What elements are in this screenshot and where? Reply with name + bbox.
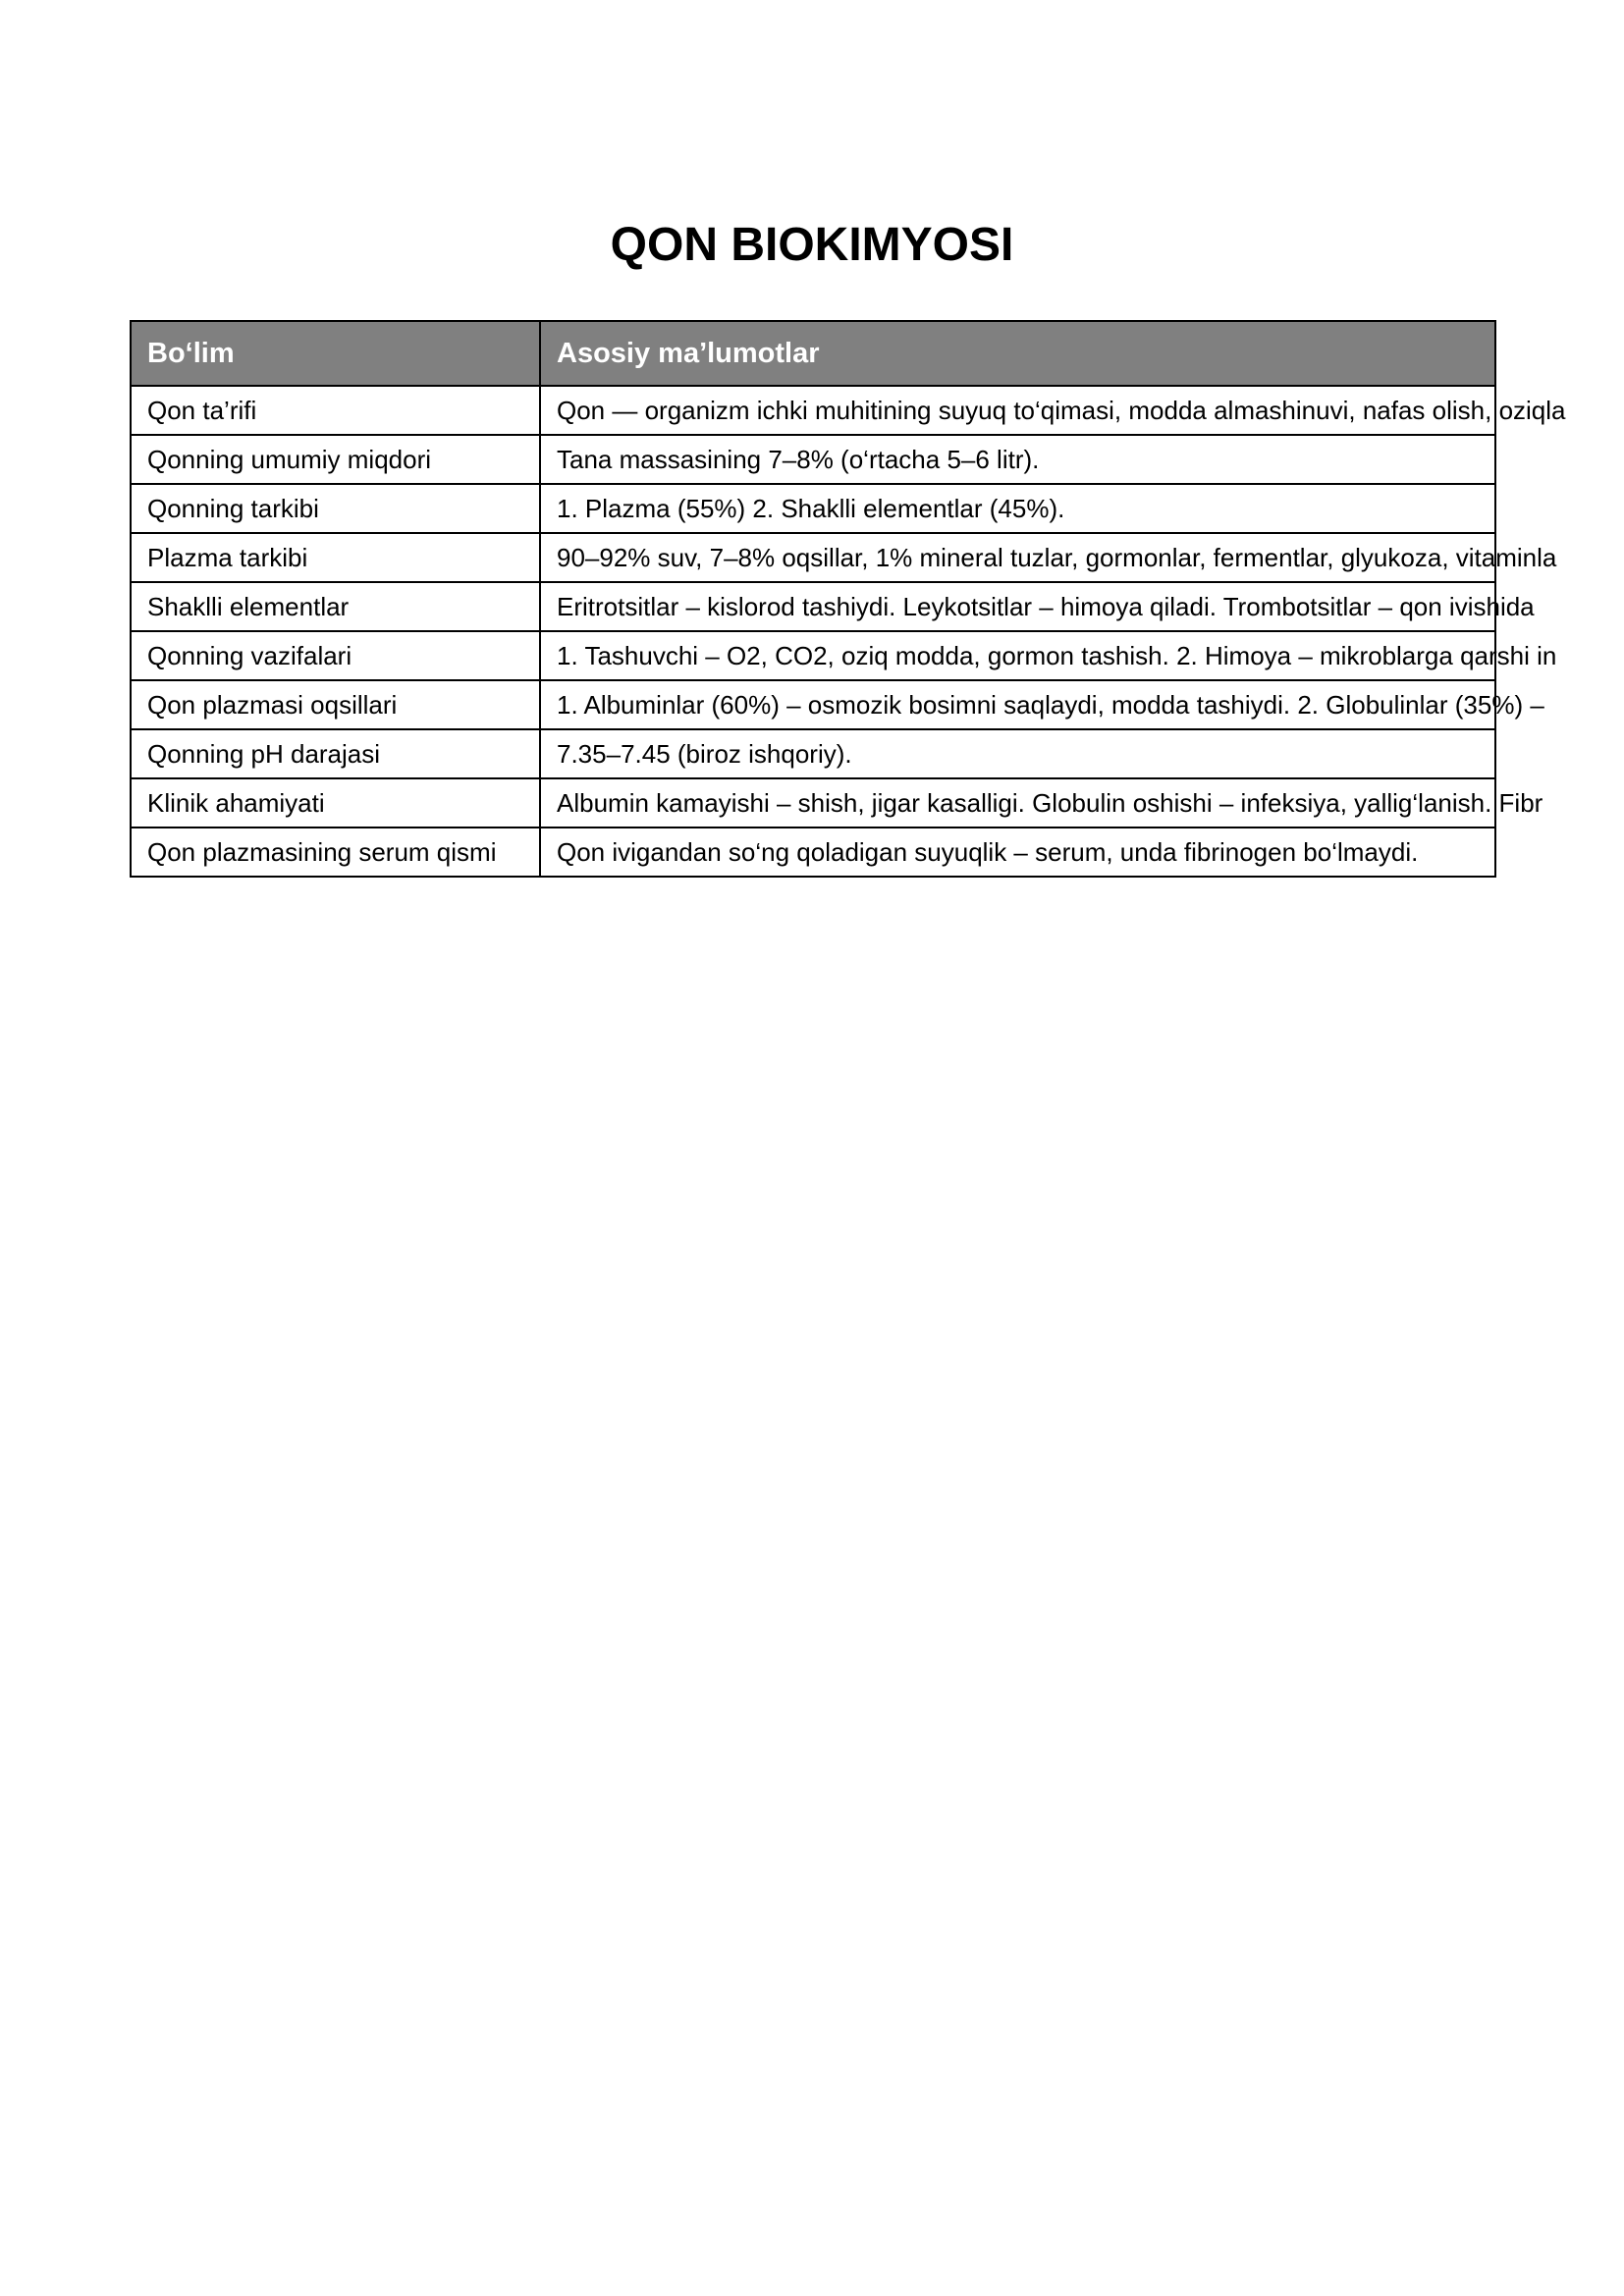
row-info: 1. Plazma (55%) 2. Shaklli elementlar (45%). — [540, 484, 1495, 533]
table-row — [131, 533, 1495, 582]
table-row — [131, 631, 1495, 680]
table-row — [131, 435, 1495, 484]
row-info: Qon — organizm ichki muhitining suyuq to‘qimasi, modda almashinuvi, nafas olish, oziqla — [540, 386, 1495, 435]
row-section: Qonning umumiy miqdori — [131, 435, 540, 484]
row-section: Qonning vazifalari — [131, 631, 540, 680]
row-section: Qon plazmasi oqsillari — [131, 680, 540, 729]
row-section: Qonning tarkibi — [131, 484, 540, 533]
row-info: 7.35–7.45 (biroz ishqoriy). — [540, 729, 1495, 778]
row-section: Klinik ahamiyati — [131, 778, 540, 828]
row-section: Qonning pH darajasi — [131, 729, 540, 778]
page-title: QON BIOKIMYOSI — [610, 219, 1014, 271]
table-row — [131, 484, 1495, 533]
table-row — [131, 778, 1495, 828]
row-info: Eritrotsitlar – kislorod tashiydi. Leykotsitlar – himoya qiladi. Trombotsitlar – qon ivishida — [540, 582, 1495, 631]
table-row — [131, 386, 1495, 435]
row-section: Qon plazmasining serum qismi — [131, 828, 540, 877]
row-section: Shaklli elementlar — [131, 582, 540, 631]
table-row — [131, 582, 1495, 631]
table-row — [131, 828, 1495, 877]
header-section: Bo‘lim — [131, 321, 540, 386]
row-info: Albumin kamayishi – shish, jigar kasalligi. Globulin oshishi – infeksiya, yallig‘lanish. Fibr — [540, 778, 1495, 828]
info-table — [130, 320, 1566, 878]
row-section: Qon ta’rifi — [131, 386, 540, 435]
row-info: Tana massasining 7–8% (o‘rtacha 5–6 litr). — [540, 435, 1495, 484]
table-row — [131, 680, 1495, 729]
row-info: 1. Tashuvchi – O2, CO2, oziq modda, gormon tashish. 2. Himoya – mikroblarga qarshi in — [540, 631, 1495, 680]
table-row — [131, 729, 1495, 778]
row-info: 90–92% suv, 7–8% oqsillar, 1% mineral tuzlar, gormonlar, fermentlar, glyukoza, vitaminla — [540, 533, 1495, 582]
row-section: Plazma tarkibi — [131, 533, 540, 582]
row-info: 1. Albuminlar (60%) – osmozik bosimni saqlaydi, modda tashiydi. 2. Globulinlar (35%) – — [540, 680, 1495, 729]
row-info: Qon ivigandan so‘ng qoladigan suyuqlik – serum, unda fibrinogen bo‘lmaydi. — [540, 828, 1495, 877]
header-main-info: Asosiy ma’lumotlar — [540, 321, 1495, 386]
table-header-row — [131, 321, 1495, 386]
